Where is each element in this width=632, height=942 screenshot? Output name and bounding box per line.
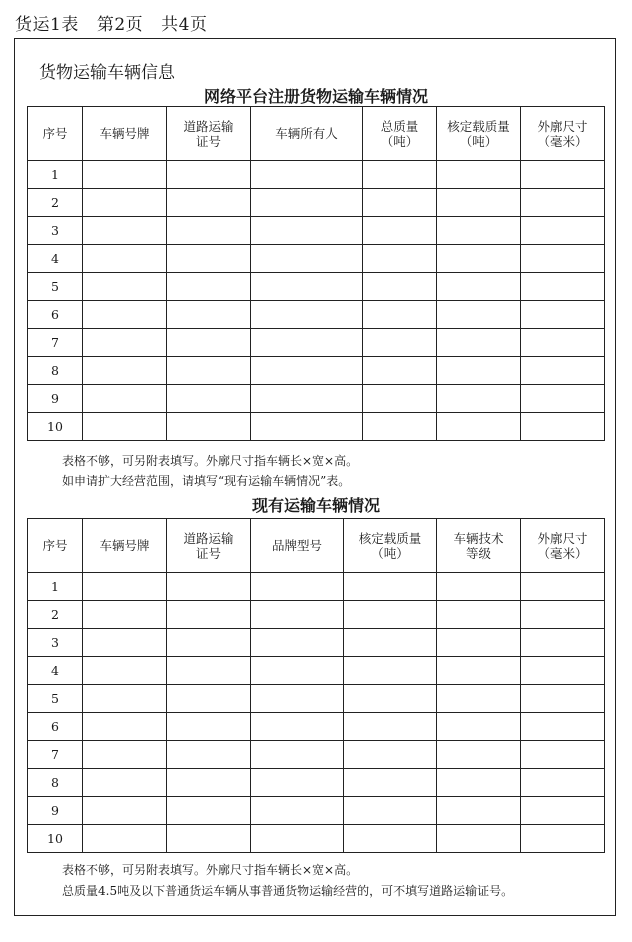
blank-cell[interactable] [521, 357, 605, 385]
table-row [28, 301, 605, 329]
table1-header-row [28, 107, 605, 161]
row-number: 2 [28, 601, 83, 629]
blank-cell[interactable] [251, 629, 344, 657]
blank-cell[interactable] [363, 385, 437, 413]
column-header: 外廓尺寸 （毫米） [521, 519, 605, 573]
table2-title: 现有运输车辆情况 [251, 496, 380, 515]
blank-cell[interactable] [363, 301, 437, 329]
blank-cell[interactable] [344, 573, 437, 601]
blank-cell[interactable] [83, 329, 167, 357]
blank-cell[interactable] [363, 357, 437, 385]
table-row [28, 573, 605, 601]
row-number: 1 [28, 161, 83, 189]
blank-cell[interactable] [251, 357, 363, 385]
row-number: 10 [28, 413, 83, 441]
column-header: 车辆号牌 [83, 519, 167, 573]
blank-cell[interactable] [167, 357, 251, 385]
column-header: 核定载质量 （吨） [437, 107, 521, 161]
table-row [28, 825, 605, 853]
blank-cell[interactable] [344, 797, 437, 825]
blank-cell[interactable] [167, 629, 251, 657]
table1-note-2: 如申请扩大经营范围，请填写“现有运输车辆情况”表。 [62, 474, 351, 488]
blank-cell[interactable] [521, 217, 605, 245]
blank-cell[interactable] [437, 657, 521, 685]
blank-cell[interactable] [167, 161, 251, 189]
column-header: 序号 [28, 107, 83, 161]
row-number: 5 [28, 685, 83, 713]
blank-cell[interactable] [344, 601, 437, 629]
blank-cell[interactable] [521, 161, 605, 189]
blank-cell[interactable] [251, 273, 363, 301]
blank-cell[interactable] [344, 685, 437, 713]
row-number: 1 [28, 573, 83, 601]
row-number: 7 [28, 329, 83, 357]
table2-note-2: 总质量4.5吨及以下普通货运车辆从事普通货物运输经营的，可不填写道路运输证号。 [62, 884, 514, 898]
blank-cell[interactable] [344, 741, 437, 769]
blank-cell[interactable] [521, 685, 605, 713]
blank-cell[interactable] [521, 741, 605, 769]
table-row [28, 741, 605, 769]
blank-cell[interactable] [437, 825, 521, 853]
table-row [28, 797, 605, 825]
column-header: 总质量 （吨） [363, 107, 437, 161]
row-number: 10 [28, 825, 83, 853]
blank-cell[interactable] [83, 189, 167, 217]
table-row [28, 629, 605, 657]
blank-cell[interactable] [437, 685, 521, 713]
column-header: 车辆号牌 [83, 107, 167, 161]
row-number: 6 [28, 713, 83, 741]
blank-cell[interactable] [167, 769, 251, 797]
blank-cell[interactable] [437, 573, 521, 601]
blank-cell[interactable] [167, 573, 251, 601]
form-name: 货运1表 [15, 15, 79, 35]
blank-cell[interactable] [251, 329, 363, 357]
row-number: 4 [28, 657, 83, 685]
blank-cell[interactable] [167, 273, 251, 301]
column-header: 序号 [28, 519, 83, 573]
column-header: 外廓尺寸 （毫米） [521, 107, 605, 161]
table-row [28, 657, 605, 685]
blank-cell[interactable] [83, 385, 167, 413]
blank-cell[interactable] [363, 189, 437, 217]
blank-cell[interactable] [437, 797, 521, 825]
table-row [28, 769, 605, 797]
table2-header-row [28, 519, 605, 573]
row-number: 7 [28, 741, 83, 769]
blank-cell[interactable] [521, 797, 605, 825]
row-number: 4 [28, 245, 83, 273]
blank-cell[interactable] [521, 245, 605, 273]
blank-cell[interactable] [521, 273, 605, 301]
table-row [28, 357, 605, 385]
blank-cell[interactable] [251, 161, 363, 189]
blank-cell[interactable] [167, 713, 251, 741]
blank-cell[interactable] [521, 573, 605, 601]
row-number: 2 [28, 189, 83, 217]
blank-cell[interactable] [167, 189, 251, 217]
blank-cell[interactable] [167, 601, 251, 629]
row-number: 9 [28, 385, 83, 413]
blank-cell[interactable] [83, 573, 167, 601]
blank-cell[interactable] [437, 385, 521, 413]
table-row [28, 413, 605, 441]
table-row [28, 245, 605, 273]
blank-cell[interactable] [167, 217, 251, 245]
blank-cell[interactable] [167, 797, 251, 825]
row-number: 5 [28, 273, 83, 301]
row-number: 8 [28, 769, 83, 797]
blank-cell[interactable] [251, 657, 344, 685]
blank-cell[interactable] [83, 741, 167, 769]
row-number: 3 [28, 629, 83, 657]
column-header: 核定载质量 （吨） [344, 519, 437, 573]
blank-cell[interactable] [521, 713, 605, 741]
blank-cell[interactable] [437, 413, 521, 441]
blank-cell[interactable] [83, 797, 167, 825]
section-title: 货物运输车辆信息 [39, 63, 175, 83]
current-vehicles-table [27, 518, 605, 853]
blank-cell[interactable] [251, 413, 363, 441]
blank-cell[interactable] [83, 301, 167, 329]
blank-cell[interactable] [167, 413, 251, 441]
table-row [28, 189, 605, 217]
row-number: 3 [28, 217, 83, 245]
blank-cell[interactable] [167, 825, 251, 853]
blank-cell[interactable] [167, 245, 251, 273]
blank-cell[interactable] [437, 245, 521, 273]
blank-cell[interactable] [83, 629, 167, 657]
column-header: 车辆技术 等级 [437, 519, 521, 573]
table-row [28, 273, 605, 301]
blank-cell[interactable] [83, 713, 167, 741]
blank-cell[interactable] [521, 629, 605, 657]
blank-cell[interactable] [251, 685, 344, 713]
blank-cell[interactable] [251, 217, 363, 245]
blank-cell[interactable] [363, 217, 437, 245]
blank-cell[interactable] [251, 385, 363, 413]
blank-cell[interactable] [437, 601, 521, 629]
blank-cell[interactable] [344, 629, 437, 657]
blank-cell[interactable] [363, 273, 437, 301]
blank-cell[interactable] [344, 713, 437, 741]
blank-cell[interactable] [83, 601, 167, 629]
blank-cell[interactable] [83, 413, 167, 441]
blank-cell[interactable] [83, 245, 167, 273]
blank-cell[interactable] [251, 573, 344, 601]
blank-cell[interactable] [344, 825, 437, 853]
blank-cell[interactable] [167, 329, 251, 357]
blank-cell[interactable] [437, 329, 521, 357]
blank-cell[interactable] [83, 657, 167, 685]
blank-cell[interactable] [521, 329, 605, 357]
column-header: 品牌型号 [251, 519, 344, 573]
blank-cell[interactable] [83, 161, 167, 189]
blank-cell[interactable] [437, 273, 521, 301]
blank-cell[interactable] [344, 769, 437, 797]
blank-cell[interactable] [363, 413, 437, 441]
blank-cell[interactable] [167, 685, 251, 713]
blank-cell[interactable] [251, 713, 344, 741]
blank-cell[interactable] [251, 769, 344, 797]
table-row [28, 217, 605, 245]
table1-note-1: 表格不够，可另附表填写。外廓尺寸指车辆长×宽×高。 [62, 454, 359, 468]
table2-note-1: 表格不够，可另附表填写。外廓尺寸指车辆长×宽×高。 [62, 863, 359, 877]
row-number: 9 [28, 797, 83, 825]
column-header: 车辆所有人 [251, 107, 363, 161]
blank-cell[interactable] [251, 189, 363, 217]
blank-cell[interactable] [521, 413, 605, 441]
blank-cell[interactable] [167, 301, 251, 329]
table-row [28, 329, 605, 357]
blank-cell[interactable] [521, 301, 605, 329]
column-header: 道路运输 证号 [167, 107, 251, 161]
blank-cell[interactable] [521, 601, 605, 629]
page-total: 共4页 [161, 15, 208, 35]
blank-cell[interactable] [83, 217, 167, 245]
blank-cell[interactable] [167, 657, 251, 685]
table-row [28, 385, 605, 413]
row-number: 8 [28, 357, 83, 385]
blank-cell[interactable] [251, 245, 363, 273]
blank-cell[interactable] [363, 245, 437, 273]
blank-cell[interactable] [251, 301, 363, 329]
blank-cell[interactable] [437, 217, 521, 245]
blank-cell[interactable] [437, 713, 521, 741]
blank-cell[interactable] [437, 741, 521, 769]
blank-cell[interactable] [521, 769, 605, 797]
column-header: 道路运输 证号 [167, 519, 251, 573]
blank-cell[interactable] [521, 189, 605, 217]
blank-cell[interactable] [521, 657, 605, 685]
blank-cell[interactable] [251, 741, 344, 769]
blank-cell[interactable] [521, 385, 605, 413]
blank-cell[interactable] [83, 685, 167, 713]
blank-cell[interactable] [251, 601, 344, 629]
blank-cell[interactable] [251, 825, 344, 853]
table-row [28, 713, 605, 741]
blank-cell[interactable] [83, 273, 167, 301]
blank-cell[interactable] [83, 769, 167, 797]
blank-cell[interactable] [437, 161, 521, 189]
blank-cell[interactable] [437, 769, 521, 797]
blank-cell[interactable] [251, 797, 344, 825]
row-number: 6 [28, 301, 83, 329]
blank-cell[interactable] [521, 825, 605, 853]
blank-cell[interactable] [437, 301, 521, 329]
table-row [28, 685, 605, 713]
blank-cell[interactable] [83, 825, 167, 853]
blank-cell[interactable] [363, 329, 437, 357]
blank-cell[interactable] [83, 357, 167, 385]
blank-cell[interactable] [437, 357, 521, 385]
blank-cell[interactable] [437, 629, 521, 657]
table1-title: 网络平台注册货物运输车辆情况 [203, 87, 428, 106]
page-header [15, 10, 225, 35]
table-row [28, 601, 605, 629]
blank-cell[interactable] [167, 741, 251, 769]
blank-cell[interactable] [437, 189, 521, 217]
table-row [28, 161, 605, 189]
blank-cell[interactable] [363, 161, 437, 189]
blank-cell[interactable] [344, 657, 437, 685]
page-number: 第2页 [96, 15, 144, 35]
blank-cell[interactable] [167, 385, 251, 413]
registered-vehicles-table [27, 106, 605, 441]
